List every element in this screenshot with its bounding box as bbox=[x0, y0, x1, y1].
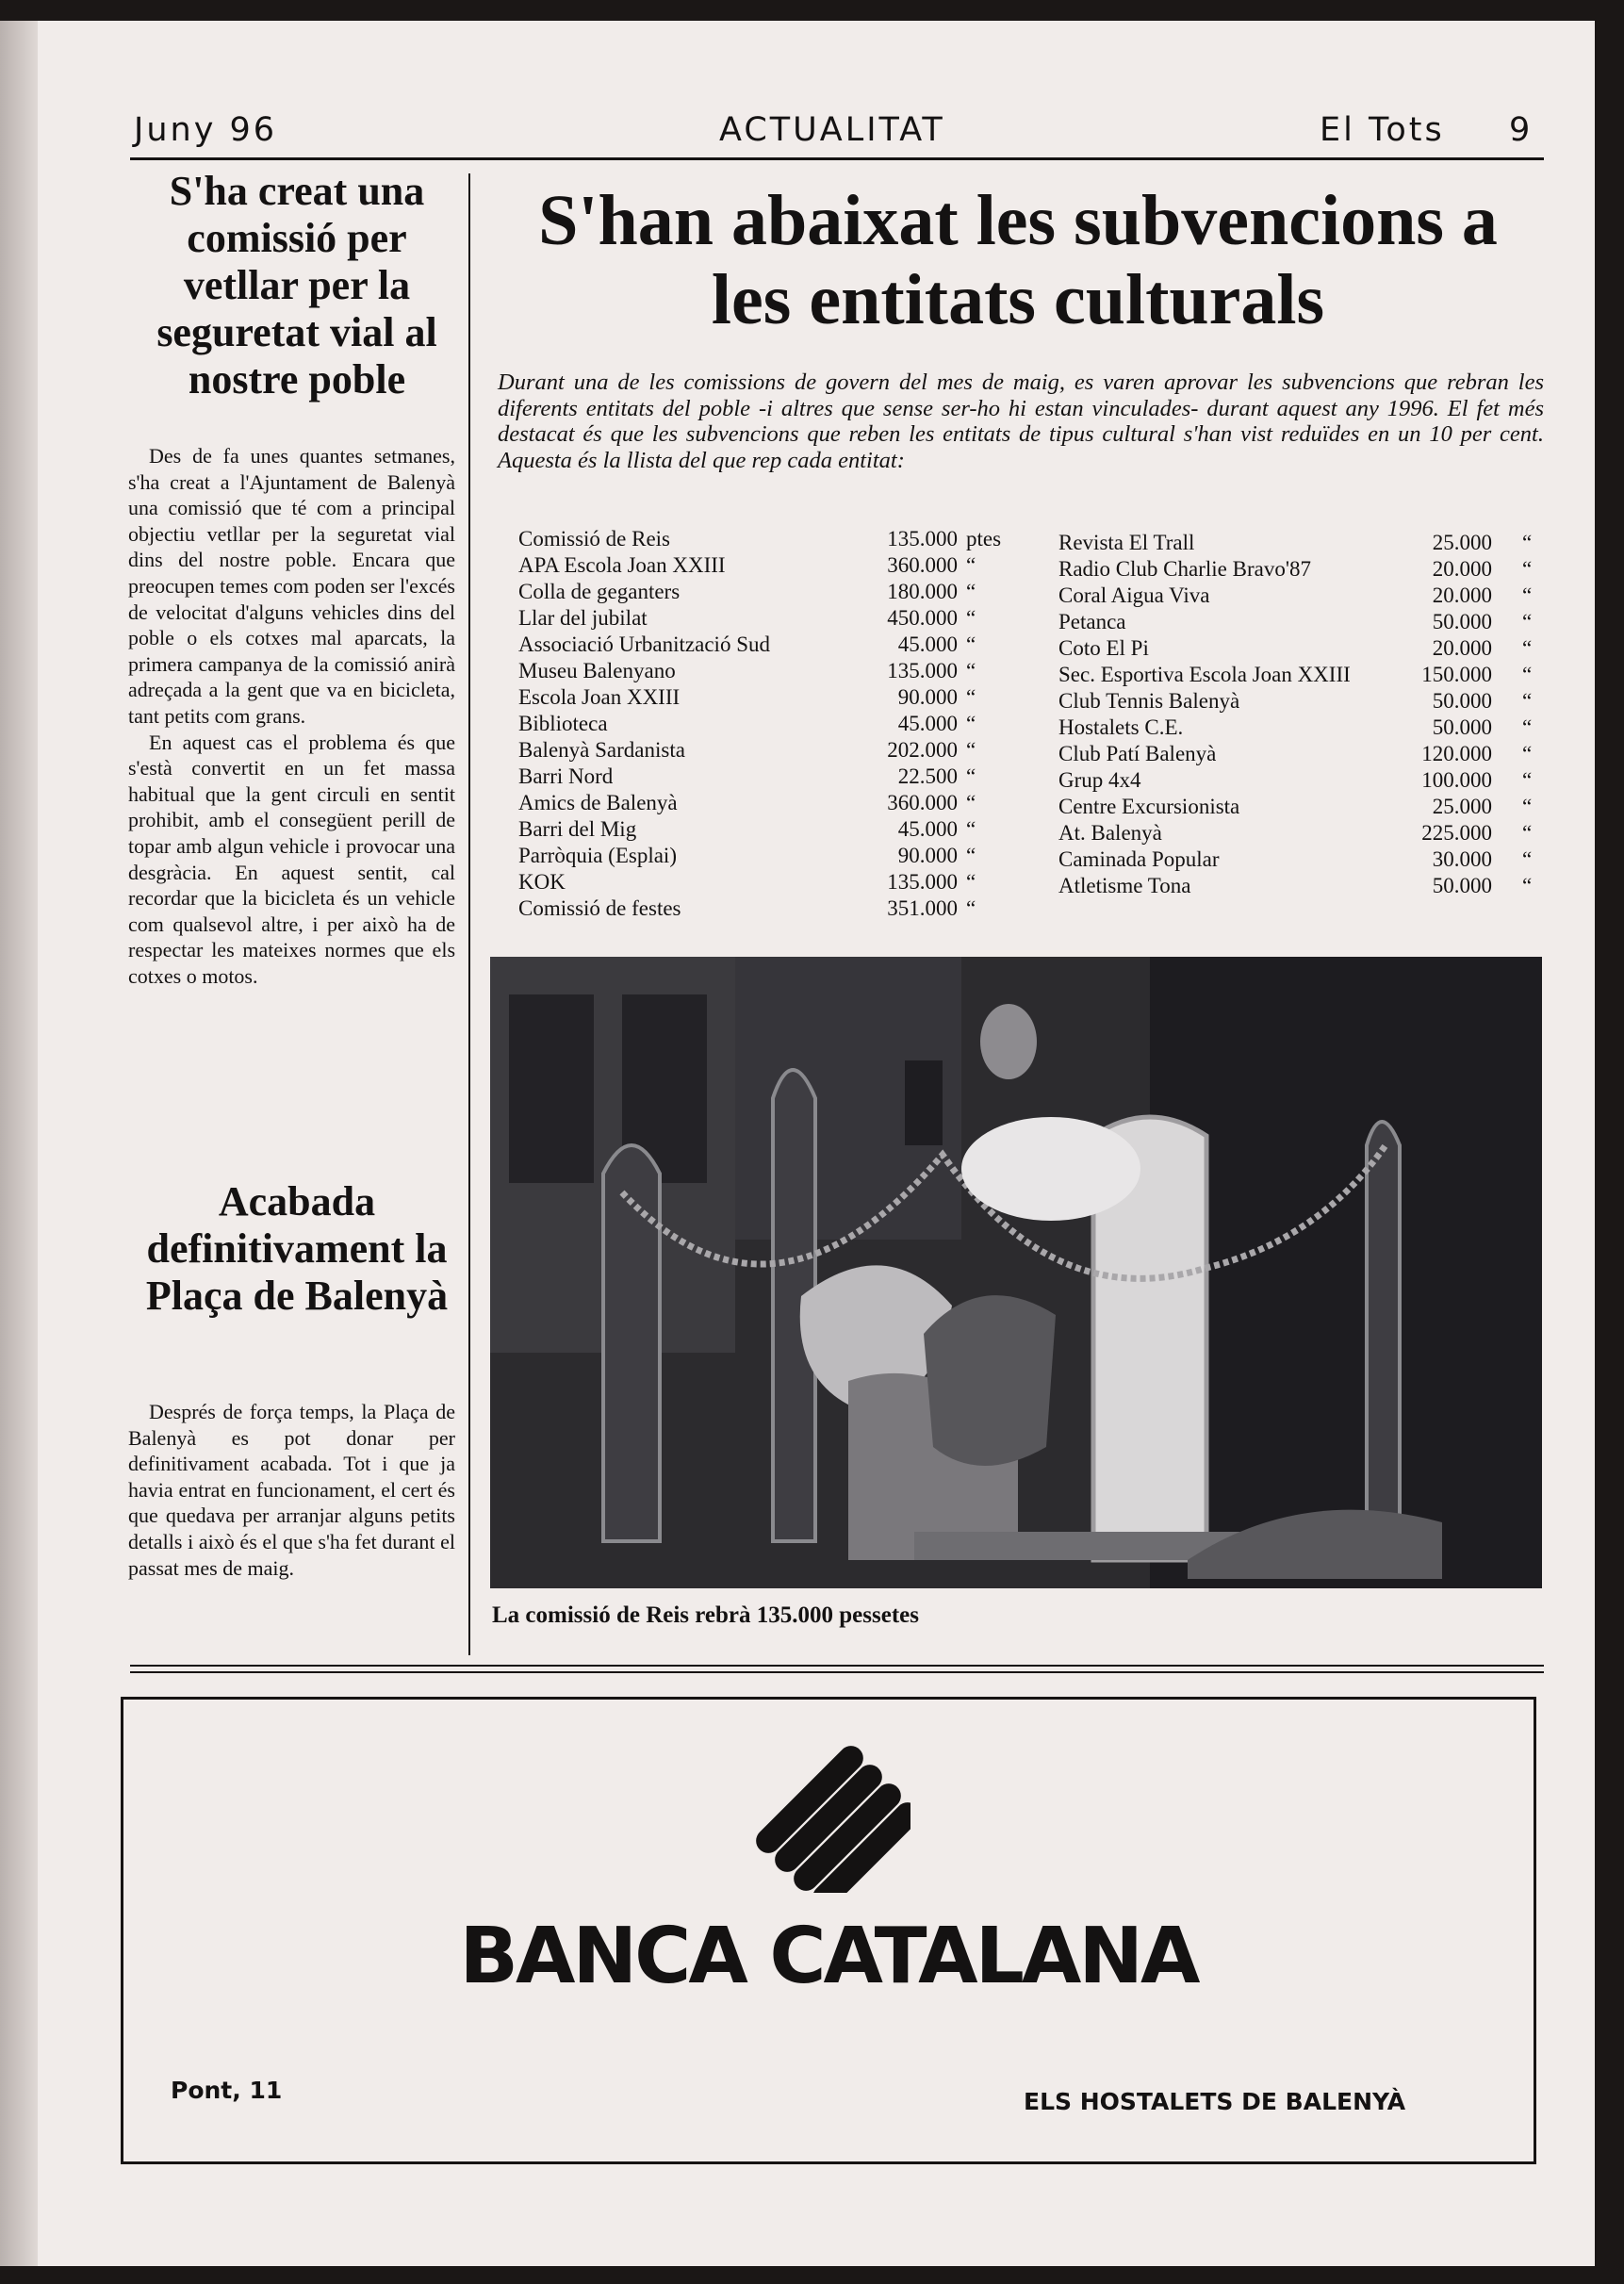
entity-name: Grup 4x4 bbox=[1058, 768, 1141, 792]
section-rule bbox=[130, 1671, 1544, 1673]
entity-name: KOK bbox=[518, 870, 566, 894]
plaza-paragraph: Després de força temps, la Plaça de Balenyà es pot donar per definitivament acabada. Tot i que ja havia entrat en funcionament, el cert és que quedava per arranjar alguns petits detalls i això és el que s'ha fet durant el passat mes de maig. bbox=[128, 1400, 455, 1580]
subsidy-row bbox=[518, 843, 1009, 869]
subsidy-unit: “ bbox=[1522, 663, 1533, 686]
subsidy-amount: 351.000 bbox=[887, 896, 958, 920]
subsidy-row bbox=[1058, 741, 1549, 767]
subsidy-row bbox=[1058, 715, 1549, 741]
subsidy-amount: 50.000 bbox=[1432, 610, 1492, 633]
subsidy-amount: 120.000 bbox=[1421, 742, 1492, 765]
entity-name: Coral Aigua Viva bbox=[1058, 583, 1210, 607]
bank-name: BANCA CATALANA bbox=[459, 1912, 1198, 2001]
main-intro: Durant una de les comissions de govern del mes de maig, es varen aprovar les subvencions que rebran les diferents entitats del poble -i altres que sense ser-ho hi estan vinculades- durant aquest any 1996. El fet més destacat és que les subvencions que reben les entitats de tipus cultural s'han vist reduïdes en un 10 per cent. Aquesta és la llista del que rep cada entitat: bbox=[498, 370, 1544, 473]
subsidy-amount: 22.500 bbox=[897, 764, 958, 788]
road-safety-headline: S'ha creat una comissió per vetllar per la seguretat vial al nostre poble bbox=[156, 168, 437, 403]
subsidy-amount: 20.000 bbox=[1432, 557, 1492, 581]
subsidy-amount: 135.000 bbox=[887, 659, 958, 682]
subsidy-row bbox=[518, 658, 1009, 684]
subsidy-unit: “ bbox=[1522, 689, 1533, 713]
publication-name: El Tots bbox=[1320, 111, 1445, 149]
three-kings-float-photo bbox=[490, 957, 1542, 1588]
subsidy-amount: 150.000 bbox=[1421, 663, 1492, 686]
subsidy-unit: “ bbox=[966, 896, 976, 920]
entity-name: Barri del Mig bbox=[518, 817, 637, 841]
entity-name: Associació Urbanització Sud bbox=[518, 633, 770, 656]
subsidy-unit: “ bbox=[966, 606, 976, 630]
subsidy-unit: “ bbox=[966, 553, 976, 577]
subsidy-amount: 135.000 bbox=[887, 870, 958, 894]
subsidy-unit: “ bbox=[1522, 742, 1533, 765]
subsidy-row bbox=[1058, 820, 1549, 846]
subsidy-unit: “ bbox=[1522, 610, 1533, 633]
subsidy-unit: “ bbox=[966, 712, 976, 735]
subsidy-amount: 30.000 bbox=[1432, 847, 1492, 871]
subsidy-unit: “ bbox=[966, 870, 976, 894]
subsidy-row bbox=[518, 790, 1009, 816]
subsidy-unit: “ bbox=[1522, 715, 1533, 739]
entity-name: Barri Nord bbox=[518, 764, 614, 788]
subsidy-row bbox=[518, 605, 1009, 632]
section-rule bbox=[130, 1665, 1544, 1667]
subsidy-row bbox=[518, 552, 1009, 579]
subsidy-row bbox=[1058, 767, 1549, 794]
entity-name: Biblioteca bbox=[518, 712, 608, 735]
entity-name: Comissió de Reis bbox=[518, 527, 671, 550]
subsidy-row bbox=[518, 896, 1009, 922]
bank-advertisement bbox=[121, 1697, 1536, 2164]
subsidy-unit: “ bbox=[966, 764, 976, 788]
entity-name: APA Escola Joan XXIII bbox=[518, 553, 726, 577]
entity-name: Parròquia (Esplai) bbox=[518, 844, 677, 867]
subsidy-row bbox=[1058, 530, 1549, 556]
subsidy-row bbox=[518, 869, 1009, 896]
subsidy-amount: 20.000 bbox=[1432, 583, 1492, 607]
subsidy-unit: “ bbox=[1522, 636, 1533, 660]
subsidies-table-right bbox=[1058, 530, 1549, 899]
subsidy-amount: 135.000 bbox=[887, 527, 958, 550]
entity-name: Caminada Popular bbox=[1058, 847, 1220, 871]
entity-name: Coto El Pi bbox=[1058, 636, 1149, 660]
subsidy-row bbox=[1058, 794, 1549, 820]
subsidy-unit: “ bbox=[966, 738, 976, 762]
entity-name: Atletisme Tona bbox=[1058, 874, 1191, 897]
subsidy-unit: “ bbox=[966, 580, 976, 603]
entity-name: Escola Joan XXIII bbox=[518, 685, 681, 709]
subsidy-unit: “ bbox=[966, 844, 976, 867]
subsidy-unit: ptes bbox=[966, 527, 1002, 550]
road-safety-body bbox=[128, 443, 455, 989]
section-title: ACTUALITAT bbox=[719, 111, 945, 149]
entity-name: Petanca bbox=[1058, 610, 1126, 633]
subsidy-row bbox=[1058, 846, 1549, 873]
subsidy-unit: “ bbox=[966, 791, 976, 814]
subsidies-table-left bbox=[518, 526, 1009, 922]
page-number: 9 bbox=[1509, 111, 1534, 149]
subsidy-amount: 45.000 bbox=[897, 817, 958, 841]
subsidy-unit: “ bbox=[966, 659, 976, 682]
entity-name: Balenyà Sardanista bbox=[518, 738, 685, 762]
subsidy-unit: “ bbox=[1522, 583, 1533, 607]
subsidy-amount: 180.000 bbox=[887, 580, 958, 603]
issue-date: Juny 96 bbox=[134, 111, 278, 149]
entity-name: Revista El Trall bbox=[1058, 531, 1195, 554]
subsidy-amount: 25.000 bbox=[1432, 795, 1492, 818]
subsidy-amount: 25.000 bbox=[1432, 531, 1492, 554]
entity-name: Amics de Balenyà bbox=[518, 791, 678, 814]
subsidy-amount: 90.000 bbox=[897, 685, 958, 709]
subsidy-row bbox=[1058, 583, 1549, 609]
plaza-body bbox=[128, 1399, 455, 1581]
subsidy-amount: 225.000 bbox=[1421, 821, 1492, 845]
entity-name: Club Patí Balenyà bbox=[1058, 742, 1217, 765]
subsidy-amount: 450.000 bbox=[887, 606, 958, 630]
subsidy-unit: “ bbox=[1522, 795, 1533, 818]
entity-name: Radio Club Charlie Bravo'87 bbox=[1058, 557, 1311, 581]
subsidy-amount: 360.000 bbox=[887, 791, 958, 814]
entity-name: Llar del jubilat bbox=[518, 606, 648, 630]
subsidy-unit: “ bbox=[1522, 768, 1533, 792]
subsidy-row bbox=[1058, 662, 1549, 688]
subsidy-row bbox=[1058, 873, 1549, 899]
entity-name: Colla de geganters bbox=[518, 580, 681, 603]
column-divider bbox=[468, 173, 470, 1655]
subsidy-amount: 45.000 bbox=[897, 633, 958, 656]
subsidy-row bbox=[518, 737, 1009, 764]
subsidy-row bbox=[518, 632, 1009, 658]
entity-name: At. Balenyà bbox=[1058, 821, 1162, 845]
subsidy-unit: “ bbox=[966, 633, 976, 656]
subsidy-amount: 360.000 bbox=[887, 553, 958, 577]
subsidy-amount: 20.000 bbox=[1432, 636, 1492, 660]
banca-catalana-logo-icon bbox=[750, 1742, 910, 1893]
subsidy-unit: “ bbox=[966, 817, 976, 841]
subsidy-row bbox=[518, 816, 1009, 843]
entity-name: Museu Balenyano bbox=[518, 659, 676, 682]
subsidy-row bbox=[518, 711, 1009, 737]
road-safety-paragraph: En aquest cas el problema és que s'està convertit en un fet massa habitual que la gent circuli en sentit prohibit, amb el consegüent perill de topar amb algun vehicle i provocar una desgràcia. En aquest sentit, cal recordar que la bicicleta és un vehicle com qualsevol altre, i per això ha de respectar les mateixes normes que els cotxes o motos. bbox=[128, 730, 455, 988]
header-rule bbox=[130, 157, 1544, 160]
entity-name: Centre Excursionista bbox=[1058, 795, 1240, 818]
subsidy-row bbox=[1058, 556, 1549, 583]
subsidy-unit: “ bbox=[966, 685, 976, 709]
subsidy-row bbox=[1058, 609, 1549, 635]
subsidy-unit: “ bbox=[1522, 821, 1533, 845]
subsidy-amount: 202.000 bbox=[887, 738, 958, 762]
subsidy-row bbox=[518, 579, 1009, 605]
entity-name: Comissió de festes bbox=[518, 896, 681, 920]
road-safety-paragraph: Des de fa unes quantes setmanes, s'ha creat a l'Ajuntament de Balenyà una comissió que té com a principal objectiu vetllar per la seguretat vial dins del nostre poble. Encara que preocupen temes com poden ser l'excés de velocitat d'alguns vehicles dins del poble o els cotxes mal aparcats, la primera campanya de la comissió anirà adreçada a la gent que va en bicicleta, tant petits com grans. bbox=[128, 444, 455, 728]
subsidy-unit: “ bbox=[1522, 557, 1533, 581]
subsidy-row bbox=[518, 764, 1009, 790]
plaza-headline: Acabada definitivament la Plaça de Balenyà bbox=[145, 1178, 449, 1319]
subsidy-row bbox=[1058, 688, 1549, 715]
entity-name: Hostalets C.E. bbox=[1058, 715, 1184, 739]
subsidy-row bbox=[1058, 635, 1549, 662]
subsidy-unit: “ bbox=[1522, 531, 1533, 554]
bank-town: ELS HOSTALETS DE BALENYÀ bbox=[1024, 2088, 1406, 2115]
subsidy-amount: 90.000 bbox=[897, 844, 958, 867]
entity-name: Sec. Esportiva Escola Joan XXIII bbox=[1058, 663, 1351, 686]
subsidy-amount: 45.000 bbox=[897, 712, 958, 735]
subsidy-row bbox=[518, 526, 1009, 552]
main-headline: S'han abaixat les subvencions a les entitats culturals bbox=[538, 181, 1498, 339]
subsidy-unit: “ bbox=[1522, 847, 1533, 871]
subsidy-amount: 50.000 bbox=[1432, 715, 1492, 739]
subsidy-amount: 100.000 bbox=[1421, 768, 1492, 792]
subsidy-amount: 50.000 bbox=[1432, 689, 1492, 713]
bank-address: Pont, 11 bbox=[171, 2077, 283, 2104]
entity-name: Club Tennis Balenyà bbox=[1058, 689, 1240, 713]
subsidy-unit: “ bbox=[1522, 874, 1533, 897]
photo-caption: La comissió de Reis rebrà 135.000 pessetes bbox=[492, 1602, 919, 1628]
subsidy-amount: 50.000 bbox=[1432, 874, 1492, 897]
subsidy-row bbox=[518, 684, 1009, 711]
